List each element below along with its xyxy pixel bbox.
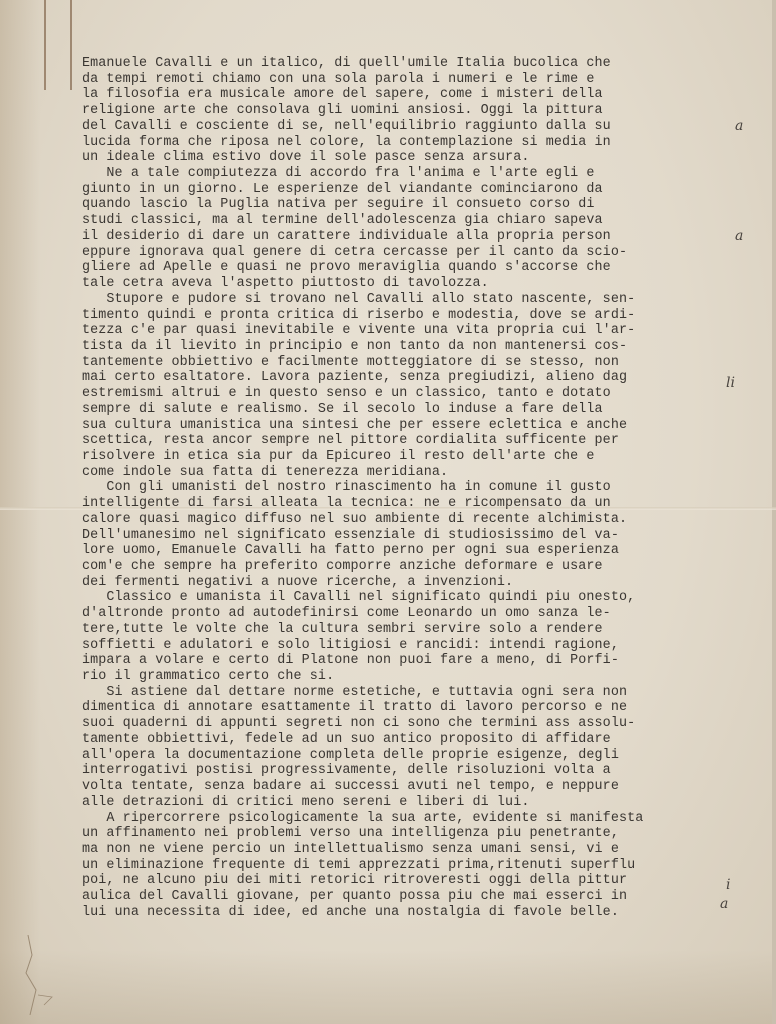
text-line: poi, ne alcuno piu dei miti retorici ritroveresti oggi della pittur (82, 873, 628, 889)
text-line: soffietti e adulatori e solo litigiosi e rancidi: intendi ragione, (82, 637, 619, 653)
text-line: calore quasi magico diffuso nel suo ambiente di recente alchimista. (82, 511, 628, 527)
text-line: un eliminazione frequente di temi apprezzati prima,ritenuti superflu (82, 857, 636, 873)
text-line: suoi quaderni di appunti segreti non ci sono che termini ass assolu- (82, 716, 636, 732)
handwritten-correction: a (735, 118, 744, 134)
text-line: lucida forma che riposa nel colore, la contemplazione si media in (82, 134, 611, 150)
text-line: come indole sua fatta di tenerezza meridiana. (82, 464, 449, 480)
text-line: ma non ne viene percio un intellettualismo senza umani sensi, vi e (82, 841, 619, 857)
text-line: intelligente di farsi alleata la tecnica: ne e ricompensato da un (82, 496, 611, 512)
text-line: Classico e umanista il Cavalli nel significato quindi piu onesto, (82, 590, 636, 606)
text-line: tamente obbiettivi, fedele ad un suo antico proposito di affidare (82, 731, 611, 747)
text-line: la filosofia era musicale amore del sapere, come i misteri della (82, 87, 603, 103)
handwritten-correction: i (726, 877, 731, 893)
binding-mark (44, 0, 46, 90)
text-line: com'e che sempre ha preferito comporre anziche deformare e usare (82, 559, 603, 574)
binding-mark (70, 0, 72, 90)
text-line: un ideale clima estivo dove il sole pasce senza arsura. (82, 150, 530, 166)
text-line: interrogativi postisi progressivamente, delle risoluzioni volta a (82, 763, 611, 779)
text-line: gliere ad Apelle e quasi ne provo meraviglia quando s'accorse che (82, 260, 611, 276)
text-line: d'altronde pronto ad autodefinirsi come Leonardo un omo sanza le- (82, 606, 611, 622)
text-line: alle detrazioni di critici meno sereni e liberi di lui. (82, 794, 530, 810)
text-line: da tempi remoti chiamo con una sola parola i numeri e le rime e (82, 71, 595, 87)
text-line: dimentica di annotare esattamente il tratto di lavoro percorso e ne (82, 700, 628, 716)
text-line: Si astiene dal dettare norme estetiche, e tuttavia ogni sera non (82, 684, 628, 700)
paper-stain (0, 0, 40, 1024)
text-line: il desiderio di dare un carattere individuale alla propria person (82, 228, 611, 244)
text-line: scettica, resta ancor sempre nel pittore cordialita sufficente per (82, 433, 619, 449)
text-line: all'opera la documentazione completa delle proprie esigenze, degli (82, 747, 619, 763)
text-line: del Cavalli e cosciente di se, nell'equilibrio raggiunto dalla su (82, 118, 611, 134)
text-line: religione arte che consolava gli uomini ansiosi. Oggi la pittura (82, 103, 603, 119)
text-line: impara a volare e certo di Platone non puoi fare a meno, di Porfi- (82, 653, 619, 669)
text-line: eppure ignorava qual genere di cetra cercasse per il canto da scio- (82, 244, 628, 260)
text-line: tantemente obbiettivo e facilmente motteggiatore di se stesso, non (82, 354, 619, 370)
handwritten-correction: li (726, 375, 735, 391)
text-line: sempre di salute e realismo. Se il secolo lo induse a fare della (82, 401, 603, 417)
paper-damage (18, 935, 64, 1015)
text-line: studi classici, ma al termine dell'adolescenza gia chiaro sapeva (82, 213, 603, 229)
text-line: Dell'umanesimo nel significato essenziale di studiosissimo del va- (82, 527, 619, 543)
text-line: tista da il lievito in principio e non tanto da non mantenersi cos- (82, 338, 628, 354)
text-line: un affinamento nei problemi verso una intelligenza piu penetrante, (82, 826, 619, 842)
text-line: Emanuele Cavalli e un italico, di quell'umile Italia bucolica che (82, 56, 611, 71)
text-line: aulica del Cavalli giovane, per quanto possa piu che mai esserci in (82, 889, 628, 905)
text-line: A ripercorrere psicologicamente la sua arte, evidente si manifesta (82, 810, 644, 826)
paper-edge (772, 0, 776, 1024)
text-line: tere,tutte le volte che la cultura sembri servire solo a rendere (82, 621, 603, 637)
text-line: sua cultura umanistica una sintesi che per essere eclettica e anche (82, 417, 628, 433)
text-line: tezza c'e par quasi inevitabile e vivente una vita propria cui l'ar- (82, 323, 636, 339)
text-line: tale cetra aveva l'aspetto piuttosto di tavolozza. (82, 276, 489, 292)
text-line: volta tentate, senza badare ai successi avuti nel tempo, e neppure (82, 779, 619, 795)
text-line: timento quindi e pronta critica di riserbo e modestia, dove se ardi- (82, 307, 636, 323)
handwritten-correction: a (720, 896, 729, 912)
text-line: lore uomo, Emanuele Cavalli ha fatto perno per ogni sua esperienza (82, 543, 619, 559)
text-line: mai certo esaltatore. Lavora paziente, senza pregiudizi, alieno dag (82, 370, 628, 386)
text-line: Stupore e pudore si trovano nel Cavalli allo stato nascente, sen- (82, 291, 636, 307)
typewritten-text (82, 56, 732, 921)
text-line: Con gli umanisti del nostro rinascimento ha in comune il gusto (82, 480, 611, 496)
text-line: Ne a tale compiutezza di accordo fra l'anima e l'arte egli e (82, 166, 595, 182)
text-line: quando lascio la Puglia nativa per seguire il consueto corso di (82, 197, 595, 213)
text-line: estremismi altrui e in questo senso e un classico, tanto e dotato (82, 386, 611, 402)
text-line: risolvere in etica sia pur da Epicureo il resto dell'arte che e (82, 448, 595, 464)
handwritten-correction: a (735, 228, 744, 244)
text-line: rio il grammatico certo che si. (82, 669, 335, 685)
text-line: giunto in un giorno. Le esperienze del viandante cominciarono da (82, 181, 603, 197)
text-line: lui una necessita di idee, ed anche una nostalgia di favole belle. (82, 904, 619, 920)
paper-stain (0, 950, 776, 1024)
text-line: dei fermenti negativi a nuove ricerche, a invenzioni. (82, 574, 514, 590)
